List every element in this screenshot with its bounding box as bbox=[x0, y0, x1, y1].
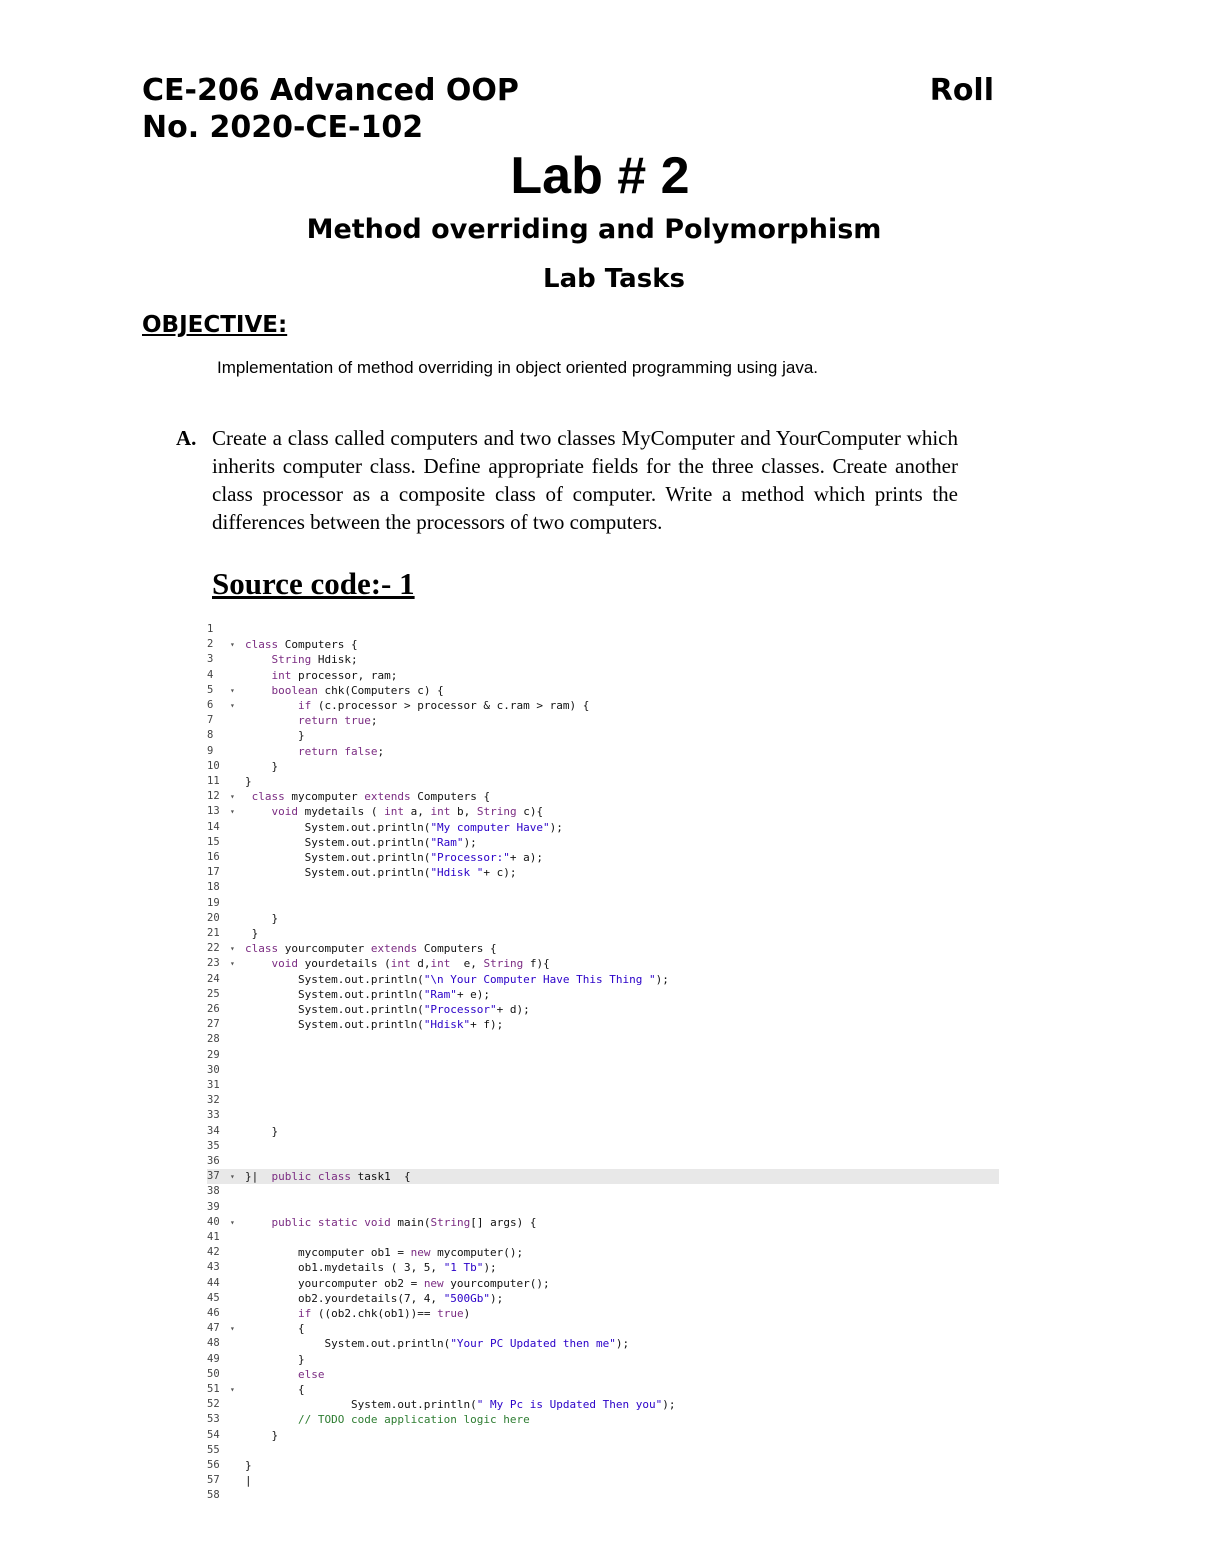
code-line bbox=[207, 1108, 999, 1123]
line-number: 43 bbox=[207, 1261, 220, 1274]
code-text: if ((ob2.chk(ob1))== true) bbox=[297, 1307, 471, 1320]
line-number: 57 bbox=[207, 1474, 220, 1487]
code-text: } bbox=[245, 1459, 252, 1472]
code-text: } bbox=[245, 1124, 279, 1138]
line-number: 54 bbox=[207, 1428, 220, 1441]
code-line bbox=[207, 1488, 999, 1503]
line-number: 16 bbox=[207, 851, 220, 863]
line-number: 22 bbox=[207, 942, 220, 955]
code-text: System.out.println("My computer Have"); bbox=[245, 820, 563, 834]
code-line bbox=[207, 1443, 999, 1458]
code-text: System.out.println("Your PC Updated then me"); bbox=[245, 1337, 630, 1351]
line-number: 48 bbox=[207, 1337, 220, 1350]
objective-text: Implementation of method overriding in object oriented programming using java. bbox=[217, 358, 818, 377]
code-text: else bbox=[297, 1367, 325, 1381]
line-number: 21 bbox=[207, 927, 220, 939]
code-text: } bbox=[245, 1352, 305, 1366]
line-number: 29 bbox=[207, 1048, 220, 1061]
code-text: void mydetails ( int a, int b, String c){ bbox=[271, 805, 544, 819]
line-number: 13 bbox=[207, 805, 220, 818]
code-line bbox=[207, 896, 999, 911]
code-text: System.out.println("Hdisk"+ f); bbox=[245, 1018, 504, 1032]
fold-arrow-icon: ▾ bbox=[230, 701, 235, 710]
code-text: // TODO code application logic here bbox=[297, 1413, 530, 1427]
code-line bbox=[207, 1306, 999, 1321]
line-number: 9 bbox=[207, 744, 214, 757]
code-line bbox=[207, 1260, 999, 1275]
code-line bbox=[207, 1336, 999, 1351]
code-line bbox=[207, 1276, 999, 1291]
line-number: 3 bbox=[207, 653, 214, 666]
code-line bbox=[207, 1473, 999, 1488]
line-number: 47 bbox=[207, 1322, 220, 1335]
code-text: System.out.println("Processor:"+ a); bbox=[245, 851, 544, 864]
code-text: } bbox=[245, 759, 279, 773]
fold-arrow-icon: ▾ bbox=[230, 1217, 235, 1227]
fold-arrow-icon: ▾ bbox=[230, 1172, 235, 1182]
code-line bbox=[207, 972, 999, 987]
line-number: 33 bbox=[207, 1109, 220, 1122]
code-line bbox=[207, 1245, 999, 1260]
code-line bbox=[207, 789, 999, 804]
code-line bbox=[207, 1032, 999, 1047]
line-number: 6 bbox=[207, 699, 214, 711]
code-line bbox=[207, 1412, 999, 1427]
code-line bbox=[207, 1352, 999, 1367]
line-number: 2 bbox=[207, 638, 214, 651]
lab-tasks-heading: Lab Tasks bbox=[543, 264, 685, 294]
line-number: 36 bbox=[207, 1155, 220, 1167]
code-line bbox=[207, 1017, 999, 1032]
fold-arrow-icon: ▾ bbox=[230, 792, 235, 802]
code-line bbox=[207, 1200, 999, 1215]
code-line bbox=[207, 744, 999, 759]
code-line bbox=[207, 850, 999, 865]
line-number: 27 bbox=[207, 1018, 220, 1031]
task-description: Create a class called computers and two classes MyComputer and YourComputer which inherits computer class. Define appropriate fields for the three classes. Create another class processor as a composite class of computer. Write a method which prints the differences between the processors of two computers. bbox=[212, 426, 958, 534]
code-text: void yourdetails (int d,int e, String f){ bbox=[271, 957, 550, 971]
code-text: String Hdisk; bbox=[271, 653, 358, 667]
code-text: if (c.processor > processor & c.ram > ram) { bbox=[297, 699, 590, 712]
code-line bbox=[207, 804, 999, 819]
code-line bbox=[207, 668, 999, 683]
code-line bbox=[207, 941, 999, 956]
code-text: ob2.yourdetails(7, 4, "500Gb"); bbox=[245, 1291, 504, 1305]
line-number: 10 bbox=[207, 759, 220, 772]
objective-heading: OBJECTIVE: bbox=[142, 312, 288, 338]
line-number: 14 bbox=[207, 820, 220, 833]
line-number: 35 bbox=[207, 1139, 220, 1152]
code-line bbox=[207, 1230, 999, 1245]
line-number: 26 bbox=[207, 1003, 220, 1015]
line-number: 49 bbox=[207, 1352, 220, 1365]
code-line bbox=[207, 1093, 999, 1108]
line-number: 4 bbox=[207, 668, 214, 681]
code-line bbox=[207, 774, 999, 789]
roll-number: No. 2020-CE-102 bbox=[142, 110, 424, 145]
line-number: 5 bbox=[207, 683, 214, 696]
code-text: } bbox=[245, 729, 305, 743]
code-line bbox=[207, 956, 999, 971]
code-text: System.out.println("Ram"+ e); bbox=[245, 987, 491, 1001]
code-line bbox=[207, 683, 999, 698]
code-line bbox=[207, 1154, 999, 1169]
line-number: 20 bbox=[207, 911, 220, 924]
code-text: return false; bbox=[297, 744, 385, 758]
line-number: 18 bbox=[207, 881, 220, 894]
fold-arrow-icon: ▾ bbox=[230, 959, 235, 969]
code-line bbox=[207, 1139, 999, 1154]
fold-arrow-icon: ▾ bbox=[230, 1385, 235, 1394]
code-line bbox=[207, 1428, 999, 1443]
code-line bbox=[207, 926, 999, 941]
line-number: 32 bbox=[207, 1094, 220, 1107]
line-number: 8 bbox=[207, 729, 214, 742]
line-number: 51 bbox=[207, 1383, 220, 1395]
code-line bbox=[207, 728, 999, 743]
line-number: 37 bbox=[207, 1170, 220, 1183]
line-number: 40 bbox=[207, 1215, 220, 1228]
fold-arrow-icon: ▾ bbox=[230, 1324, 235, 1334]
line-number: 1 bbox=[207, 623, 214, 635]
code-text: } bbox=[245, 775, 252, 788]
line-number: 34 bbox=[207, 1124, 220, 1137]
line-number: 24 bbox=[207, 972, 220, 985]
code-text: } bbox=[245, 927, 259, 940]
line-number: 52 bbox=[207, 1398, 220, 1411]
code-text: System.out.println(" My Pc is Updated Then you"); bbox=[245, 1398, 676, 1412]
roll-label: Roll bbox=[929, 73, 994, 108]
code-text: yourcomputer ob2 = new yourcomputer(); bbox=[245, 1276, 550, 1290]
code-line bbox=[207, 1215, 999, 1230]
line-number: 46 bbox=[207, 1307, 220, 1319]
line-number: 38 bbox=[207, 1185, 220, 1198]
course-title: CE-206 Advanced OOP bbox=[142, 73, 519, 108]
fold-arrow-icon: ▾ bbox=[230, 640, 235, 650]
line-number: 56 bbox=[207, 1459, 220, 1471]
code-text: class Computers { bbox=[245, 638, 358, 652]
code-text: public static void main(String[] args) { bbox=[271, 1215, 537, 1229]
line-number: 12 bbox=[207, 790, 220, 803]
line-number: 39 bbox=[207, 1200, 220, 1213]
line-number: 15 bbox=[207, 835, 220, 848]
code-text: ob1.mydetails ( 3, 5, "1 Tb"); bbox=[245, 1261, 497, 1275]
code-text: { bbox=[245, 1383, 305, 1396]
line-number: 25 bbox=[207, 987, 220, 1000]
code-line bbox=[207, 880, 999, 895]
code-line bbox=[207, 1048, 999, 1063]
line-number: 44 bbox=[207, 1276, 220, 1289]
code-line bbox=[207, 637, 999, 652]
line-number: 11 bbox=[207, 775, 220, 787]
line-number: 42 bbox=[207, 1246, 220, 1259]
code-text: System.out.println("\n Your Computer Have This Thing "); bbox=[245, 972, 669, 986]
code-line bbox=[207, 1063, 999, 1078]
fold-arrow-icon: ▾ bbox=[230, 807, 235, 817]
line-number: 58 bbox=[207, 1489, 220, 1502]
code-text: class yourcomputer extends Computers { bbox=[245, 942, 497, 956]
lab-title: Lab # 2 bbox=[510, 147, 690, 205]
line-number: 50 bbox=[207, 1367, 220, 1380]
code-line bbox=[207, 1321, 999, 1336]
code-line bbox=[207, 622, 999, 637]
lab-subtitle: Method overriding and Polymorphism bbox=[306, 214, 882, 245]
code-screenshot bbox=[207, 618, 999, 1502]
code-line bbox=[207, 1184, 999, 1199]
line-number: 17 bbox=[207, 866, 220, 879]
fold-arrow-icon: ▾ bbox=[230, 944, 235, 954]
code-line bbox=[207, 759, 999, 774]
code-line bbox=[207, 835, 999, 850]
code-text: | bbox=[245, 1474, 252, 1488]
code-text: } bbox=[245, 1428, 279, 1442]
code-line bbox=[207, 698, 999, 713]
fold-arrow-icon: ▾ bbox=[230, 685, 235, 695]
line-number: 55 bbox=[207, 1443, 220, 1456]
code-text: System.out.println("Ram"); bbox=[245, 835, 477, 849]
code-line bbox=[207, 713, 999, 728]
code-line bbox=[207, 911, 999, 926]
line-number: 31 bbox=[207, 1079, 220, 1091]
line-number: 7 bbox=[207, 714, 214, 727]
code-line bbox=[207, 1169, 999, 1184]
code-line bbox=[207, 1458, 999, 1473]
code-line bbox=[207, 652, 999, 667]
code-line bbox=[207, 1078, 999, 1093]
code-text: return true; bbox=[297, 714, 378, 728]
code-text: class mycomputer extends Computers { bbox=[251, 790, 491, 804]
code-line bbox=[207, 1397, 999, 1412]
code-line bbox=[207, 1291, 999, 1306]
code-text: } bbox=[245, 911, 279, 925]
code-text: boolean chk(Computers c) { bbox=[271, 683, 444, 697]
line-number: 28 bbox=[207, 1033, 220, 1046]
document-header bbox=[142, 72, 994, 146]
line-number: 30 bbox=[207, 1063, 220, 1076]
line-number: 41 bbox=[207, 1231, 220, 1243]
code-line bbox=[207, 820, 999, 835]
line-number: 23 bbox=[207, 957, 220, 970]
code-line bbox=[207, 987, 999, 1002]
code-line bbox=[207, 1124, 999, 1139]
code-line bbox=[207, 1002, 999, 1017]
line-number: 19 bbox=[207, 896, 220, 909]
task-letter: A. bbox=[176, 426, 197, 450]
line-number: 45 bbox=[207, 1291, 220, 1304]
code-text: int processor, ram; bbox=[271, 668, 398, 682]
code-text: System.out.println("Hdisk "+ c); bbox=[245, 866, 517, 880]
line-number: 53 bbox=[207, 1413, 220, 1426]
code-text: System.out.println("Processor"+ d); bbox=[245, 1003, 530, 1016]
code-line bbox=[207, 1367, 999, 1382]
code-line bbox=[207, 865, 999, 880]
code-text: { bbox=[245, 1322, 305, 1336]
code-line bbox=[207, 1382, 999, 1397]
code-text: }| public class task1 { bbox=[245, 1170, 411, 1184]
code-text: mycomputer ob1 = new mycomputer(); bbox=[245, 1246, 524, 1260]
source-code-heading: Source code:- 1 bbox=[212, 566, 415, 601]
